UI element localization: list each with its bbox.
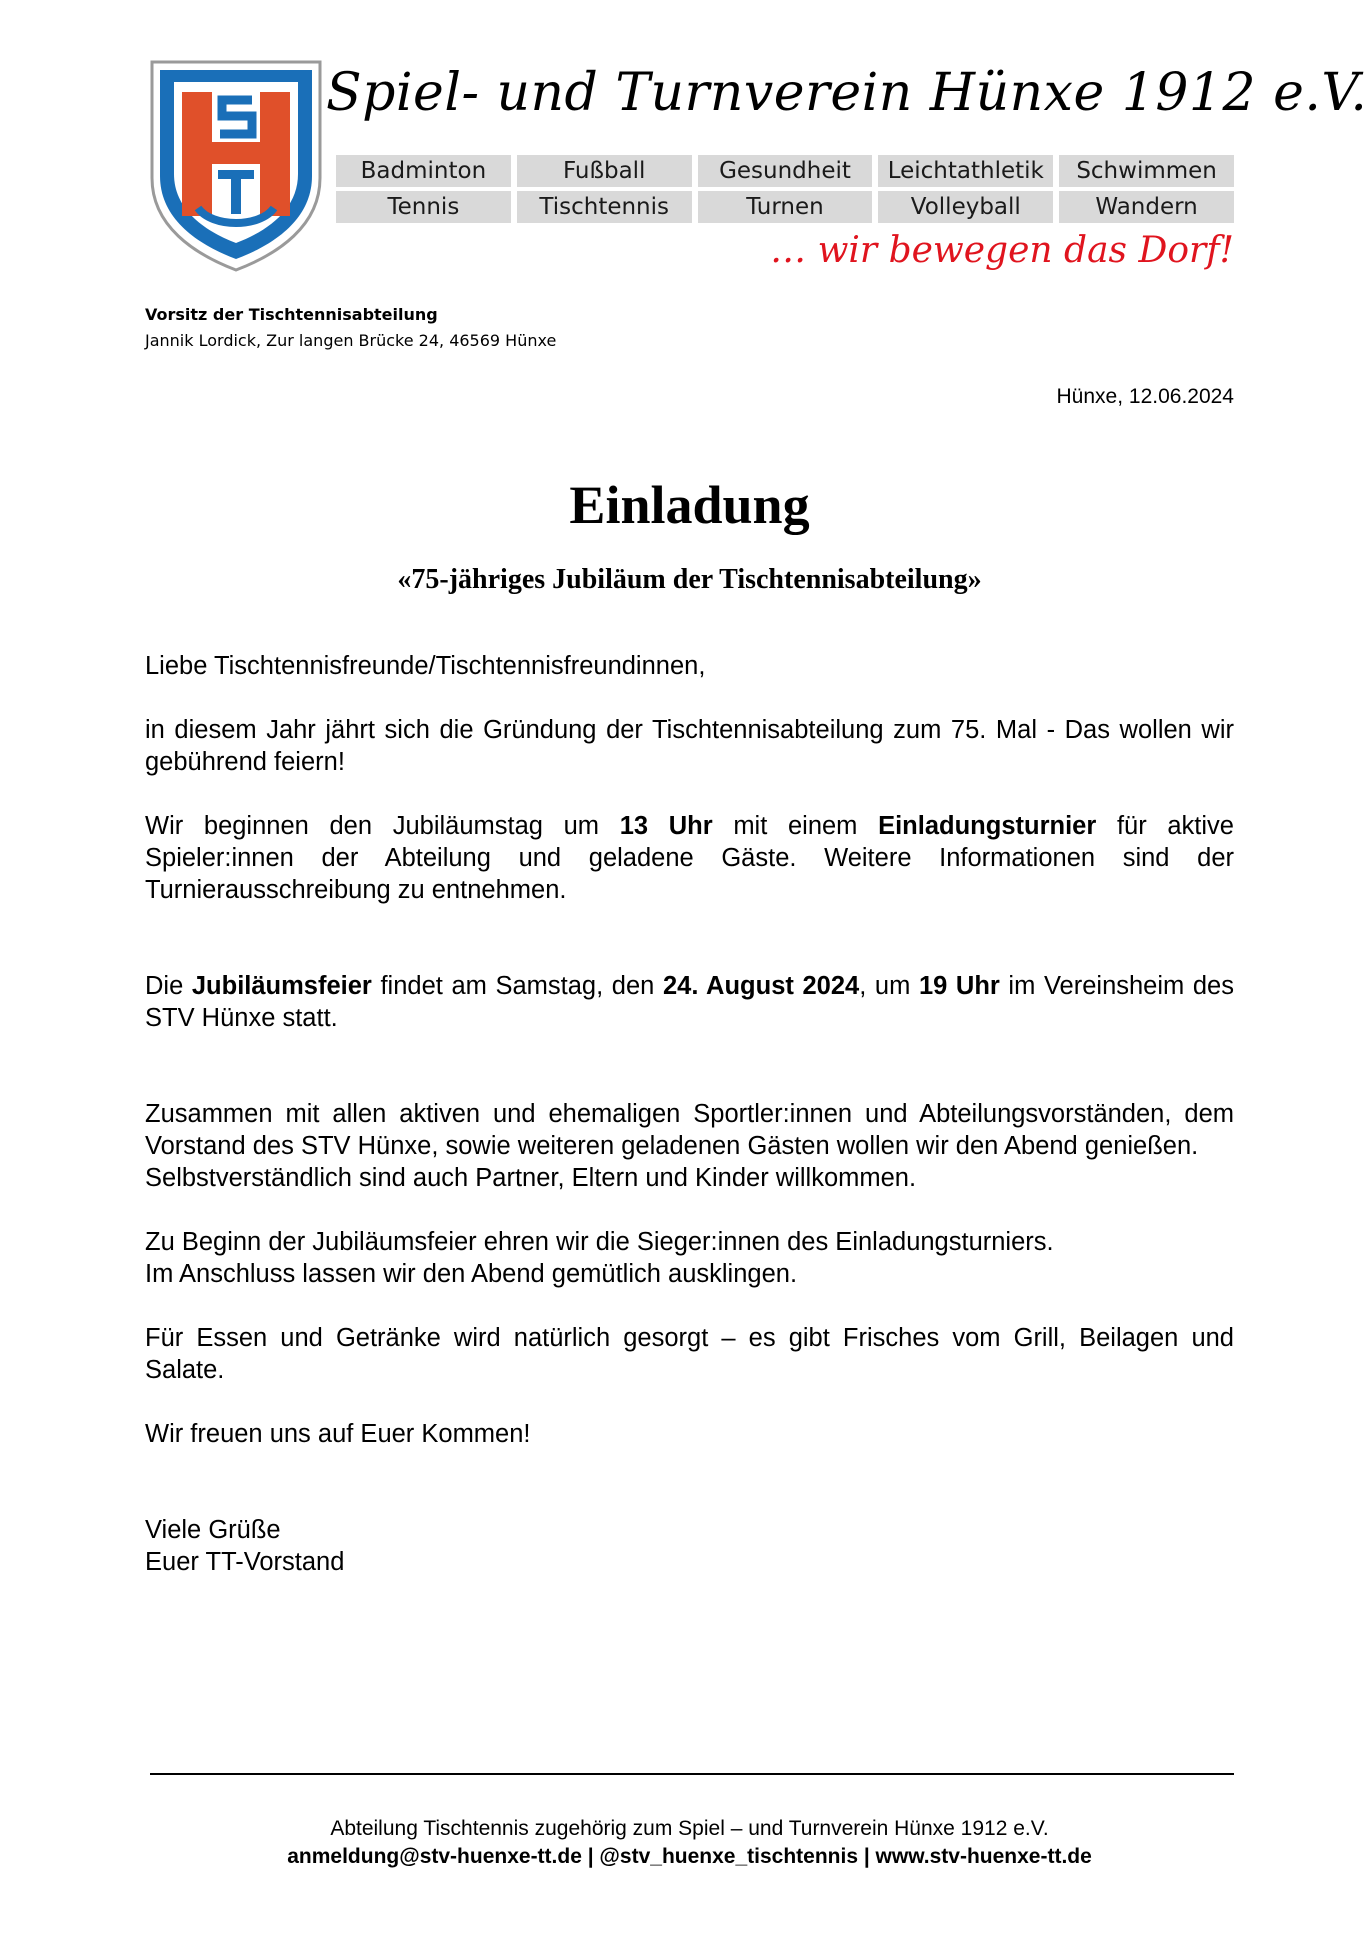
department-fussball: Fußball (517, 155, 692, 187)
salutation: Liebe Tischtennisfreunde/Tischtennisfreundinnen, (145, 652, 706, 680)
paragraph-9: Wir freuen uns auf Euer Kommen! (145, 1420, 531, 1448)
department-list (336, 155, 1234, 223)
paragraph-6: Zu Beginn der Jubiläumsfeier ehren wir die Sieger:innen des Einladungsturniers. (145, 1228, 1054, 1256)
department-tennis: Tennis (336, 191, 511, 223)
letter-date: Hünxe, 12.06.2024 (1056, 385, 1234, 408)
paragraph-2: Wir beginnen den Jubiläumstag um 13 Uhr mit einem Einladungsturnier für aktive Spieler:innen der Abteilung und geladene Gäste. Weitere Informationen sind der Turnierausschreibung zu entnehmen. (145, 812, 1234, 904)
letter-body (145, 650, 1234, 1578)
club-logo (148, 58, 324, 274)
department-turnen: Turnen (698, 191, 873, 223)
sender-address: Jannik Lordick, Zur langen Brücke 24, 46569 Hünxe (145, 331, 557, 350)
signature: Euer TT-Vorstand (145, 1548, 345, 1576)
footer (145, 1815, 1234, 1871)
paragraph-1: in diesem Jahr jährt sich die Gründung der Tischtennisabteilung zum 75. Mal - Das wollen wir gebührend feiern! (145, 716, 1234, 776)
department-badminton: Badminton (336, 155, 511, 187)
department-volleyball: Volleyball (878, 191, 1053, 223)
paragraph-8: Für Essen und Getränke wird natürlich gesorgt – es gibt Frisches vom Grill, Beilagen und Salate. (145, 1324, 1234, 1384)
slogan: … wir bewegen das Dorf! (770, 230, 1234, 271)
paragraph-7: Im Anschluss lassen wir den Abend gemütlich ausklingen. (145, 1260, 798, 1288)
paragraph-5: Selbstverständlich sind auch Partner, Eltern und Kinder willkommen. (145, 1164, 917, 1192)
department-schwimmen: Schwimmen (1059, 155, 1234, 187)
paragraph-3: Die Jubiläumsfeier findet am Samstag, den 24. August 2024, um 19 Uhr im Vereinsheim des STV Hünxe statt. (145, 972, 1234, 1032)
document-subheading: «75-jähriges Jubiläum der Tischtennisabteilung» (397, 564, 982, 595)
sender-title: Vorsitz der Tischtennisabteilung (145, 305, 438, 324)
footer-text: Abteilung Tischtennis zugehörig zum Spiel – und Turnverein Hünxe 1912 e.V. (330, 1817, 1049, 1840)
closing: Viele Grüße (145, 1516, 281, 1544)
footer-divider (150, 1773, 1234, 1775)
footer-contact: anmeldung@stv-huenxe-tt.de | @stv_huenxe_tischtennis | www.stv-huenxe-tt.de (287, 1845, 1092, 1868)
department-leichtathletik: Leichtathletik (878, 155, 1053, 187)
document-heading: Einladung (569, 475, 810, 535)
department-gesundheit: Gesundheit (698, 155, 873, 187)
club-name: Spiel- und Turnverein Hünxe 1912 e.V. (326, 63, 1368, 123)
sender-block (145, 302, 556, 354)
department-tischtennis: Tischtennis (517, 191, 692, 223)
paragraph-4: Zusammen mit allen aktiven und ehemaligen Sportler:innen und Abteilungsvorständen, dem Vorstand des STV Hünxe, sowie weiteren geladenen Gästen wollen wir den Abend genießen. (145, 1100, 1234, 1160)
department-wandern: Wandern (1059, 191, 1234, 223)
